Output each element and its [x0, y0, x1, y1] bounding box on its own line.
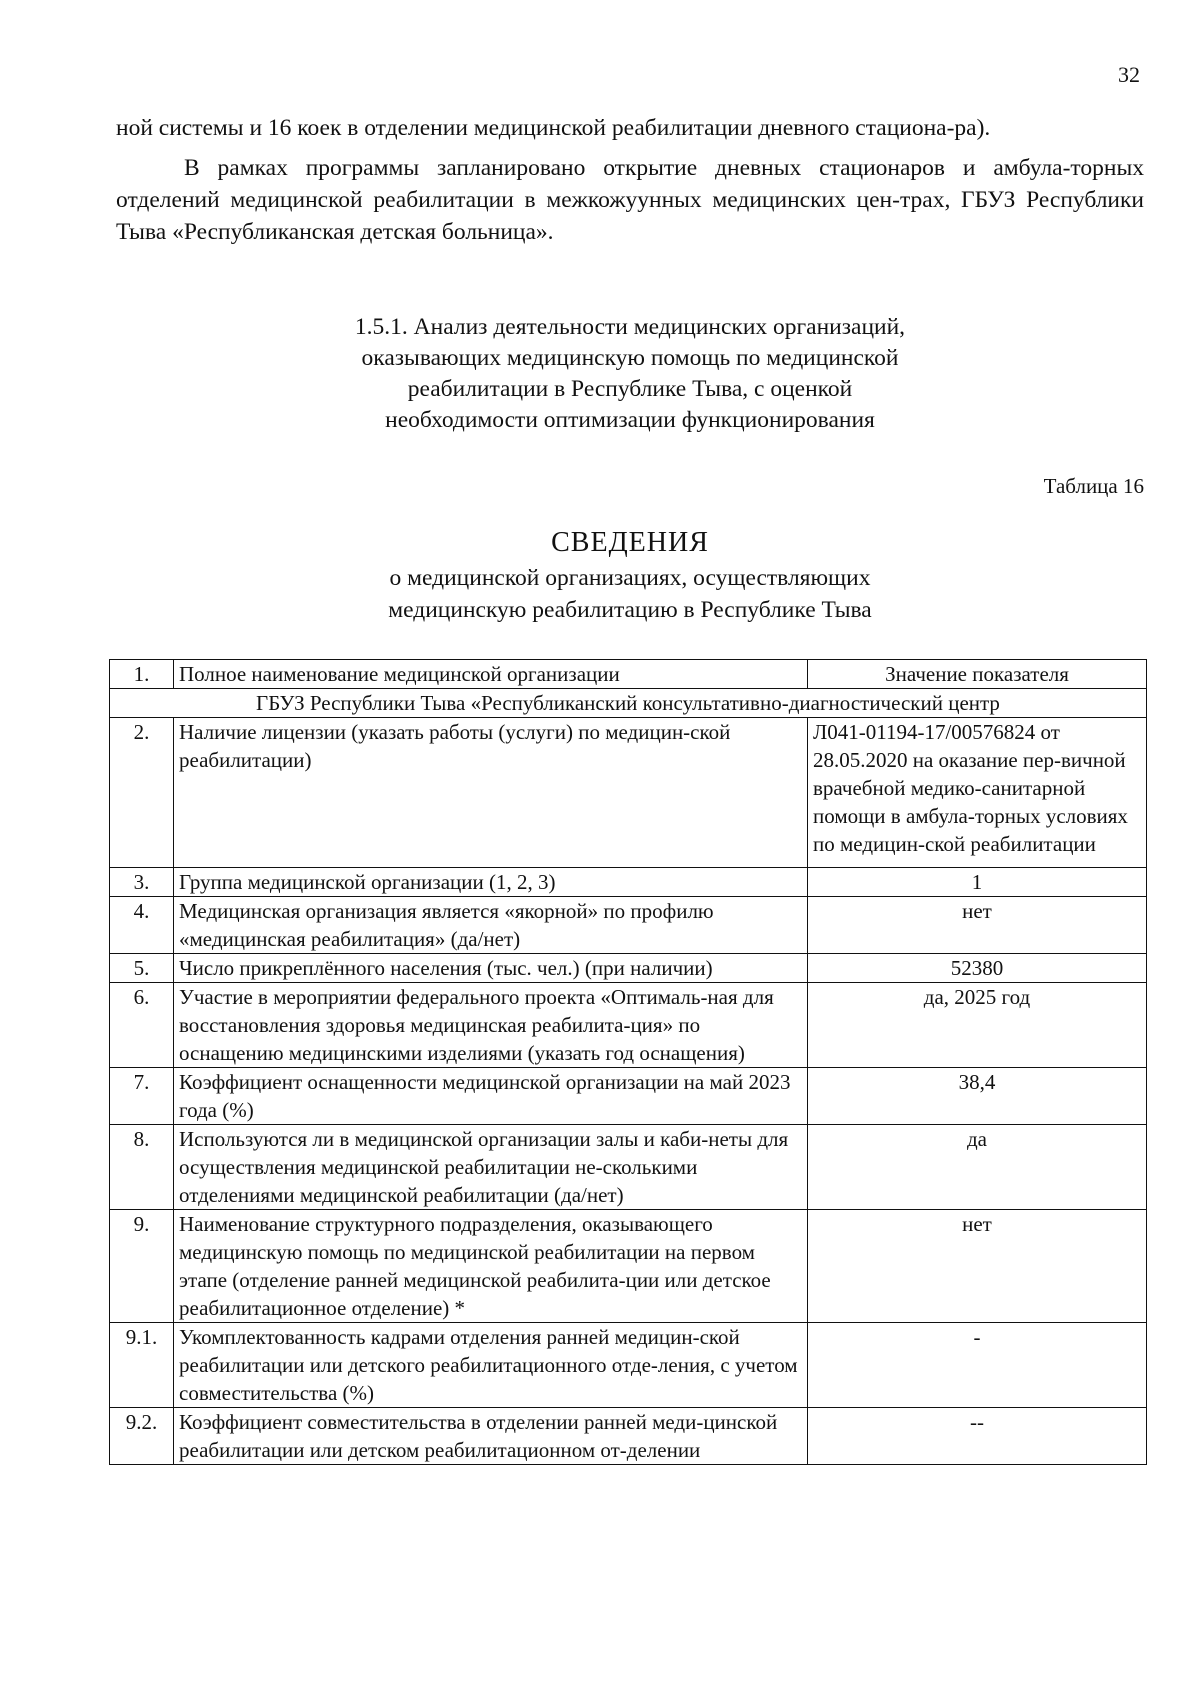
- row-num-cell: 4.: [110, 897, 174, 954]
- table-row: [110, 1210, 1147, 1323]
- row-value-cell: нет: [808, 1210, 1147, 1323]
- row-name-cell: Число прикреплённого населения (тыс. чел.) (при наличии): [174, 954, 808, 983]
- row-num-cell: 9.: [110, 1210, 174, 1323]
- info-table: [109, 659, 1147, 1465]
- row-name-cell: Участие в мероприятии федерального проекта «Оптималь-ная для восстановления здоровья медицинская реабилита-ция» по оснащению медицинскими изделиями (указать год оснащения): [174, 983, 808, 1068]
- table-row: [110, 868, 1147, 897]
- row-num-cell: 5.: [110, 954, 174, 983]
- table-header-row: [110, 660, 1147, 689]
- organization-name-cell: ГБУЗ Республики Тыва «Республиканский консультативно-диагностический центр: [110, 689, 1147, 718]
- document-title: [116, 524, 1144, 626]
- row-num-cell: 9.2.: [110, 1408, 174, 1465]
- row-name-cell: Коэффициент совместительства в отделении ранней меди-цинской реабилитации или детском реабилитационном от-делении: [174, 1408, 808, 1465]
- table-row: [110, 1068, 1147, 1125]
- row-name-cell: Медицинская организация является «якорной» по профилю «медицинская реабилитация» (да/нет): [174, 897, 808, 954]
- row-name-cell: Используются ли в медицинской организации залы и каби-неты для осуществления медицинской реабилитации не-сколькими отделениями медицинской реабилитации (да/нет): [174, 1125, 808, 1210]
- header-value-cell: Значение показателя: [808, 660, 1147, 689]
- table-row: [110, 1323, 1147, 1408]
- table-row: [110, 718, 1147, 868]
- table-row: [110, 954, 1147, 983]
- organization-row: [110, 689, 1147, 718]
- row-num-cell: 6.: [110, 983, 174, 1068]
- table-caption: Таблица 16: [1043, 474, 1144, 498]
- section-title-line: необходимости оптимизации функционирования: [385, 407, 875, 433]
- row-num-cell: 2.: [110, 718, 174, 868]
- row-value-cell: 52380: [808, 954, 1147, 983]
- row-value-cell: да, 2025 год: [808, 983, 1147, 1068]
- header-num-cell: 1.: [110, 660, 174, 689]
- header-name-cell: Полное наименование медицинской организации: [174, 660, 808, 689]
- row-name-cell: Коэффициент оснащенности медицинской организации на май 2023 года (%): [174, 1068, 808, 1125]
- document-title-subtitle: медицинскую реабилитацию в Республике Тыва: [388, 597, 872, 623]
- document-title-main: СВЕДЕНИЯ: [551, 527, 709, 558]
- table-row: [110, 983, 1147, 1068]
- row-value-cell: -: [808, 1323, 1147, 1408]
- section-title-line: оказывающих медицинскую помощь по медицинской: [361, 345, 899, 371]
- row-num-cell: 7.: [110, 1068, 174, 1125]
- row-value-cell: 38,4: [808, 1068, 1147, 1125]
- section-title: [116, 312, 1144, 436]
- row-value-cell: Л041-01194-17/00576824 от 28.05.2020 на оказание пер-вичной врачебной медико-санитарной помощи в амбула-торных условиях по медицин-ской реабилитации: [808, 718, 1147, 868]
- row-name-cell: Наличие лицензии (указать работы (услуги) по медицин-ской реабилитации): [174, 718, 808, 868]
- intro-text: [116, 112, 1144, 248]
- table-row: [110, 1125, 1147, 1210]
- intro-paragraph-1: ной системы и 16 коек в отделении медицинской реабилитации дневного стациона-ра).: [116, 115, 991, 141]
- row-value-cell: --: [808, 1408, 1147, 1465]
- row-value-cell: 1: [808, 868, 1147, 897]
- row-name-cell: Наименование структурного подразделения, оказывающего медицинскую помощь по медицинской реабилитации на первом этапе (отделение ранней медицинской реабилита-ции или детское реабилитационное отделение) *: [174, 1210, 808, 1323]
- row-num-cell: 9.1.: [110, 1323, 174, 1408]
- table-row: [110, 1408, 1147, 1465]
- table-row: [110, 897, 1147, 954]
- row-name-cell: Группа медицинской организации (1, 2, 3): [174, 868, 808, 897]
- row-name-cell: Укомплектованность кадрами отделения ранней медицин-ской реабилитации или детского реабилитационного отде-ления, с учетом совместительства (%): [174, 1323, 808, 1408]
- row-num-cell: 3.: [110, 868, 174, 897]
- section-title-line: реабилитации в Республике Тыва, с оценкой: [407, 376, 853, 402]
- page-number: 32: [1118, 62, 1140, 87]
- document-title-subtitle: о медицинской организациях, осуществляющих: [389, 565, 871, 591]
- row-value-cell: нет: [808, 897, 1147, 954]
- intro-paragraph-2: В рамках программы запланировано открытие дневных стационаров и амбула-торных отделений медицинской реабилитации в межкожуунных медицинских цен-трах, ГБУЗ Республики Тыва «Республиканская детская больница».: [116, 155, 1144, 245]
- row-num-cell: 8.: [110, 1125, 174, 1210]
- row-value-cell: да: [808, 1125, 1147, 1210]
- section-title-line: 1.5.1. Анализ деятельности медицинских организаций,: [354, 314, 906, 340]
